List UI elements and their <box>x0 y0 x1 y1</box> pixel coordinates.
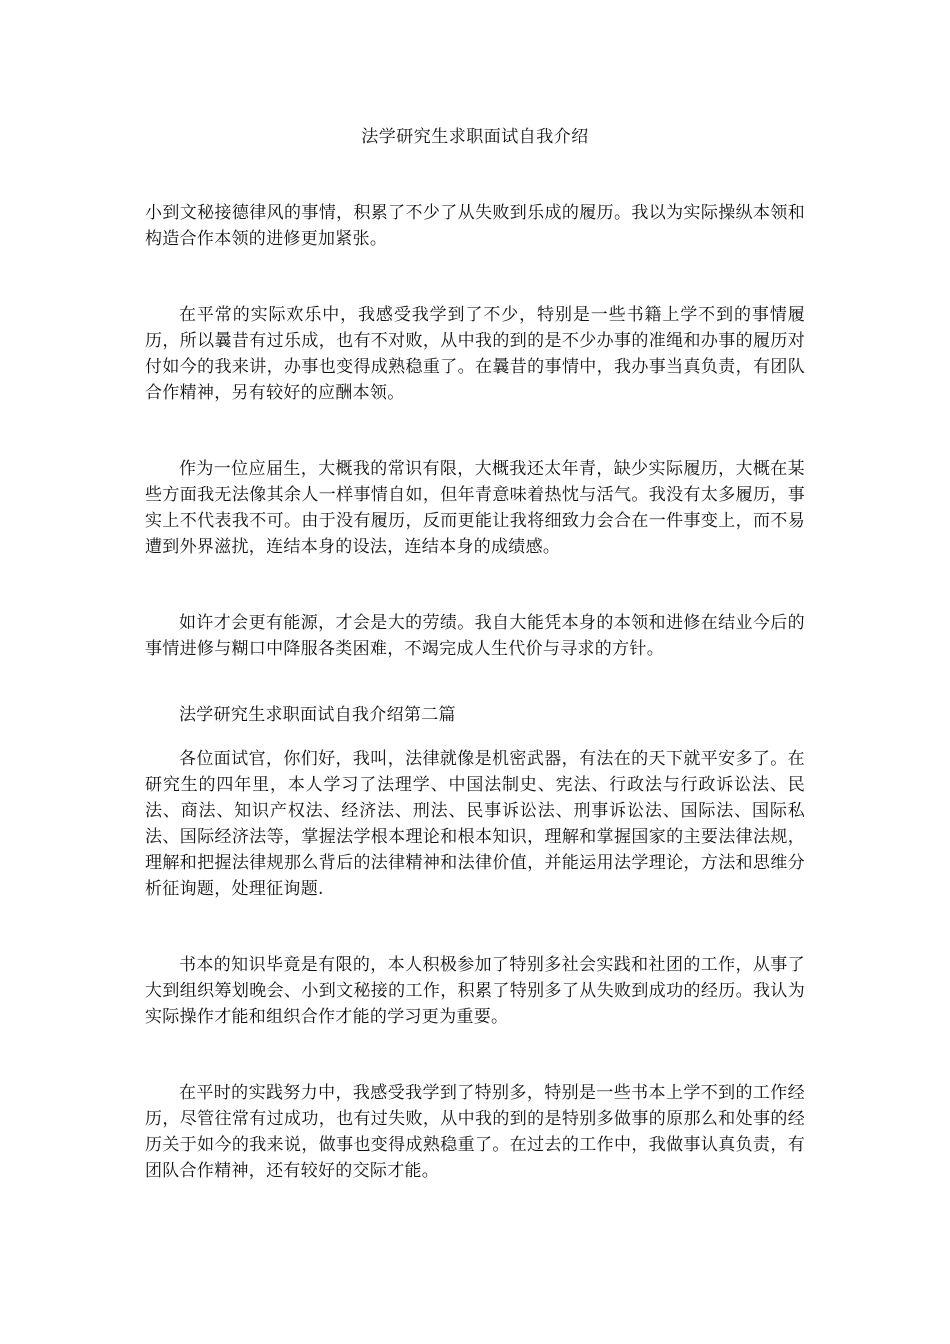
paragraph-4: 如许才会更有能源，才会是大的劳绩。我自大能凭本身的本领和进修在结业今后的事情进修与糊口中降服各类困难，不竭完成人生代价与寻求的方针。 <box>145 613 805 659</box>
document-body <box>145 124 805 1184</box>
paragraph-1: 小到文秘接德律风的事情，积累了不少了从失败到乐成的履历。我以为实际操纵本领和构造合作本领的进修更加紧张。 <box>145 203 805 249</box>
spacer <box>145 1030 805 1080</box>
spacer <box>145 406 805 456</box>
document-title: 法学研究生求职面试自我介绍 <box>361 127 589 147</box>
paragraph-3: 作为一位应届生，大概我的常识有限，大概我还太年青，缺少实际履历，大概在某些方面我无法像其余人一样事情自如，但年青意味着热忱与活气。我没有太多履历，事实上不代表我不可。由于没有履历，反而更能让我将细致力会合在一件事变上，而不易遭到外界滋扰，连结本身的设法，连结本身的成绩感。 <box>145 459 805 557</box>
paragraph-2: 在平常的实际欢乐中，我感受我学到了不少，特别是一些书籍上学不到的事情履历，所以曩昔有过乐成，也有不对败，从中我的到的是不少办事的准绳和办事的履历对付如今的我来讲，办事也变得成熟稳重了。在曩昔的事情中，我办事当真负责，有团队合作精神，另有较好的应酬本领。 <box>145 305 805 403</box>
paragraph-6: 书本的知识毕竟是有限的，本人积极参加了特别多社会实践和社团的工作，从事了大到组织筹划晚会、小到文秘接的工作，积累了特别多了从失败到成功的经历。我认为实际操作才能和组织合作才能的学习更为重要。 <box>145 955 805 1027</box>
spacer <box>145 902 805 952</box>
spacer <box>145 560 805 610</box>
spacer <box>145 728 805 746</box>
paragraph-7: 在平时的实践努力中，我感受我学到了特别多，特别是一些书本上学不到的工作经历，尽管往常有过成功，也有过失败，从中我的到的是特别多做事的原那么和处事的经历关于如今的我来说，做事也变得成熟稳重了。在过去的工作中，我做事认真负责，有团队合作精神，还有较好的交际才能。 <box>145 1083 805 1181</box>
spacer <box>145 150 805 200</box>
spacer <box>145 662 805 702</box>
section-heading-second: 法学研究生求职面试自我介绍第二篇 <box>179 705 456 725</box>
spacer <box>145 252 805 302</box>
paragraph-5: 各位面试官，你们好，我叫，法律就像是机密武器，有法在的天下就平安多了。在研究生的四年里，本人学习了法理学、中国法制史、宪法、行政法与行政诉讼法、民法、商法、知识产权法、经济法、刑法、民事诉讼法、刑事诉讼法、国际法、国际私法、国际经济法等，掌握法学根本理论和根本知识，理解和掌握国家的主要法律法规，理解和把握法律规那么背后的法律精神和法律价值，并能运用法学理论，方法和思维分析征询题，处理征询题. <box>145 749 805 899</box>
